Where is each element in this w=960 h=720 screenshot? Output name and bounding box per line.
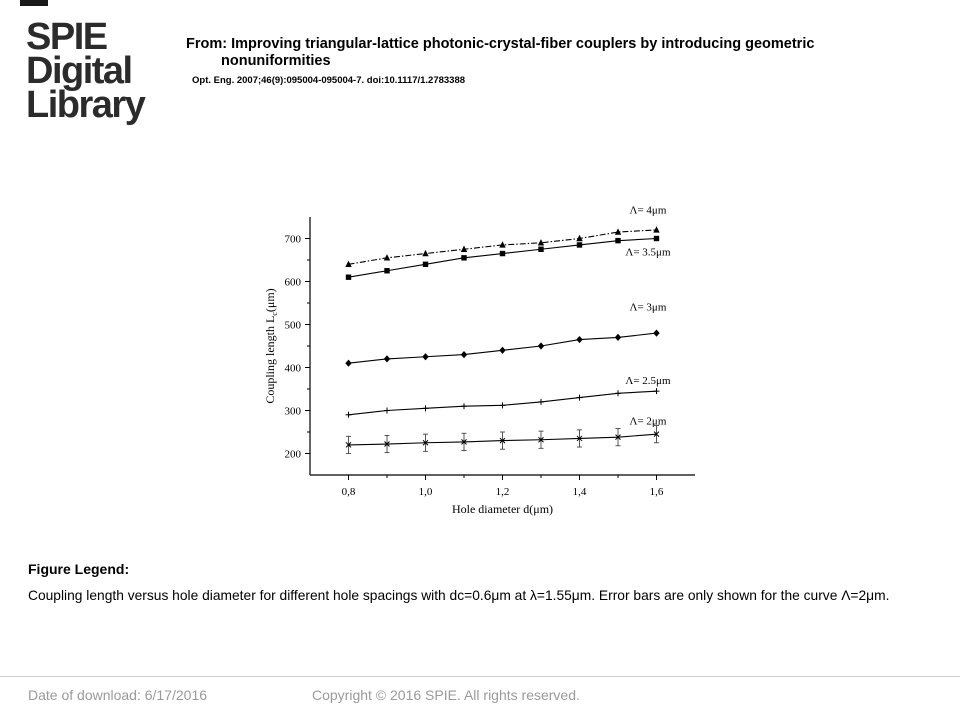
figure-legend-heading: Figure Legend: bbox=[28, 561, 130, 577]
data-point-square bbox=[538, 247, 543, 252]
data-point-plus bbox=[500, 402, 506, 408]
figure-legend-text: Coupling length versus hole diameter for different hole spacings with dc=0.6μm at λ=1.55μm. Error bars are only shown for the curve Λ=2μm. bbox=[28, 588, 890, 603]
logo-line-library: Library bbox=[26, 84, 145, 126]
data-point-square bbox=[577, 242, 582, 247]
coupling-length-chart bbox=[255, 205, 705, 525]
data-point-triangle bbox=[653, 226, 659, 232]
logo-line-spie: SPIE bbox=[26, 16, 107, 58]
article-title bbox=[186, 36, 906, 70]
data-point-plus bbox=[384, 408, 390, 414]
y-tick-label: 200 bbox=[284, 448, 301, 461]
data-point-diamond bbox=[461, 351, 467, 358]
article-title-line1: From: Improving triangular-lattice photonic-crystal-fiber couplers by introducing geometric bbox=[186, 36, 815, 52]
article-title-line2: nonuniformities bbox=[221, 53, 331, 69]
data-point-plus bbox=[461, 403, 467, 409]
spie-digital-library-logo bbox=[26, 16, 166, 126]
data-point-plus bbox=[423, 405, 429, 411]
data-point-diamond bbox=[576, 336, 582, 343]
data-point-triangle bbox=[384, 254, 390, 260]
footer-divider bbox=[0, 676, 960, 677]
x-axis-label: Hole diameter d(μm) bbox=[451, 502, 554, 516]
series-label: Λ= 4μm bbox=[629, 205, 667, 217]
logo-line-digital: Digital bbox=[26, 50, 132, 92]
data-point-square bbox=[346, 275, 351, 280]
data-point-square bbox=[423, 262, 428, 267]
data-point-diamond bbox=[345, 360, 351, 367]
data-point-plus bbox=[615, 390, 621, 396]
data-point-square bbox=[500, 251, 505, 256]
y-tick-label: 500 bbox=[284, 319, 301, 332]
data-point-square bbox=[654, 236, 659, 241]
y-tick-label: 300 bbox=[284, 405, 301, 418]
data-point-diamond bbox=[615, 334, 621, 341]
data-point-plus bbox=[346, 412, 352, 418]
series-label: Λ= 2.5μm bbox=[625, 374, 671, 387]
y-tick-label: 600 bbox=[284, 276, 301, 289]
corner-block bbox=[20, 0, 48, 6]
copyright-notice: Copyright © 2016 SPIE. All rights reserved. bbox=[312, 687, 580, 703]
series-label: Λ= 2μm bbox=[629, 415, 667, 428]
x-tick-label: 0,8 bbox=[341, 486, 356, 498]
data-point-triangle bbox=[422, 250, 428, 256]
series-label: Λ= 3μm bbox=[629, 301, 667, 314]
data-point-diamond bbox=[422, 353, 428, 360]
x-tick-label: 1,0 bbox=[418, 486, 433, 498]
data-point-plus bbox=[577, 395, 583, 401]
data-point-plus bbox=[654, 388, 660, 394]
data-point-square bbox=[461, 255, 466, 260]
y-tick-label: 400 bbox=[284, 362, 301, 375]
data-point-diamond bbox=[538, 342, 544, 349]
x-tick-label: 1,2 bbox=[495, 486, 510, 498]
y-tick-label: 700 bbox=[284, 233, 301, 246]
x-tick-label: 1,4 bbox=[572, 486, 587, 498]
data-point-diamond bbox=[384, 355, 390, 362]
download-date: Date of download: 6/17/2016 bbox=[28, 687, 208, 703]
series-label: Λ= 3.5μm bbox=[625, 246, 671, 259]
article-citation: Opt. Eng. 2007;46(9):095004-095004-7. doi:10.1117/1.2783388 bbox=[192, 75, 466, 86]
data-point-square bbox=[615, 238, 620, 243]
x-tick-label: 1,6 bbox=[649, 486, 664, 498]
data-point-plus bbox=[538, 399, 544, 405]
data-point-square bbox=[384, 268, 389, 273]
data-point-diamond bbox=[653, 330, 659, 337]
data-point-diamond bbox=[499, 347, 505, 354]
y-axis-label: Coupling length $L_c(\mu m)$ bbox=[263, 288, 279, 404]
